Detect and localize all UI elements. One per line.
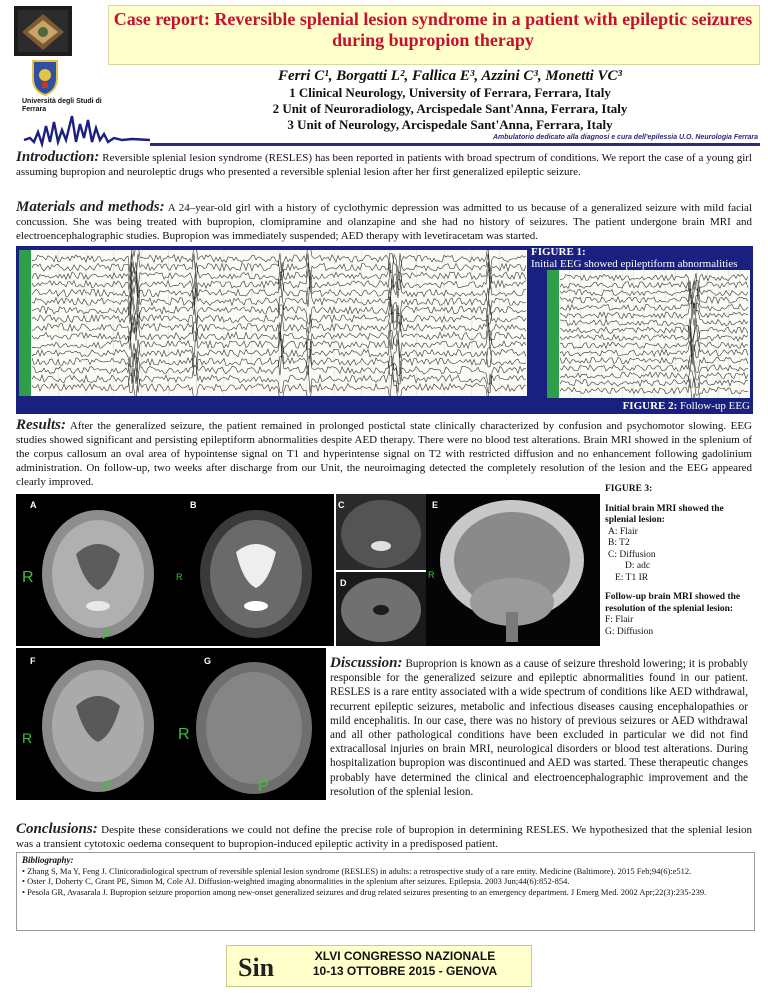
panel-letter-b: B: [190, 500, 197, 510]
figure-3-item-e: E: T1 IR: [615, 572, 649, 583]
bibliography-heading: Bibliography:: [22, 855, 74, 865]
congress-dates: 10-13 OTTOBRE 2015 - GENOVA: [312, 964, 498, 978]
figure-2-caption: [547, 400, 750, 412]
results-heading: Results:: [16, 417, 67, 433]
eeg-channel-trace: [560, 372, 748, 387]
figure-3-item-d: D: adc: [625, 561, 651, 571]
affiliation-2: 2 Unit of Neuroradiology, Arcispedale Sant'Anna, Ferrara, Italy: [272, 101, 628, 116]
mri-panel-b: [174, 494, 334, 646]
methods-section: [16, 200, 752, 243]
authors-line: Ferri C¹, Borgatti L², Fallica E³, Azzini C³, Monetti VC³: [277, 68, 623, 84]
introduction-heading: Introduction:: [16, 149, 100, 165]
university-label: Università degli Studi di Ferrara: [22, 98, 102, 113]
figure-3-initial-text: Initial brain MRI showed the splenial lesion:: [605, 503, 724, 525]
mri-panel-e: [426, 494, 600, 646]
side-marker-a: R: [22, 569, 34, 586]
figure-3-label: FIGURE 3:: [605, 484, 653, 494]
conclusions-section: [16, 822, 752, 851]
eeg-channel-trace: [560, 288, 748, 312]
posterior-marker-a: P: [102, 626, 112, 642]
figure-3-caption: [605, 484, 753, 638]
figure-3-item-b: B: T2: [608, 538, 630, 548]
bibliography-item: • Oster J, Doherty C, Grant PE, Simon M, Cole AJ. Diffusion-weighted imaging abnormalities in the splenium after seizures. Epilepsia. 2003 Jun;44(6):852-854.: [22, 876, 570, 886]
channel-label-strip: [547, 270, 559, 398]
mri-panel-f: [16, 648, 174, 800]
panel-letter-c: C: [338, 500, 345, 510]
eeg-channel-trace: [560, 356, 748, 380]
university-seal-icon: [30, 58, 60, 96]
eeg-trace-followup: [547, 270, 750, 398]
eeg-channel-trace: [560, 341, 748, 365]
mri-panel-g: [174, 648, 326, 800]
methods-text: A 24–year-old girl with a history of cyclothymic depression was admitted to us because of a generalized seizure with mild facial concussion. She was being treated with bupropion, clomipramine and olanzapine and she had no history of seizures. The patient undergone brain MRI and electroencephalographic studies. Bupropion was immediately suspended; AED therapy with levetiracetam was started.: [16, 202, 752, 242]
posterior-marker-g: P: [258, 778, 269, 795]
figure-1-text: Initial EEG showed epileptiform abnormalities: [531, 258, 738, 270]
side-marker-b: R: [176, 572, 183, 582]
figure-1-label: FIGURE 1:: [531, 246, 586, 258]
discussion-text: Buproprion is known as a cause of seizure threshold lowering; it is probably responsible for the generalized seizure and epileptic abnormalities found in our patient. RESLES is a rare entity associated with a wide spectrum of conditions like AED withdrawal, recurrent epileptic seizures, metabolic and infectious diseases causing encephalopathies or mild encephalitis. In our case, there was no history of previous seizures or AED withdrawal and all other pathological conditions have been excluded in particular we did not find extracallosal injuries on brain MRI, neurological disorders or blood test alterations. During hospitalization bupropion was discontinued and AED was started. These therapeutic changes probably have determined the clinical and electroencephalographic improvement and the resolution of the splenial lesion.: [330, 658, 748, 798]
figure-2-text: Follow-up EEG: [680, 400, 750, 412]
panel-letter-f: F: [30, 656, 36, 666]
figure-3-item-g: G: Diffusion: [605, 626, 654, 637]
header-divider: [150, 143, 760, 146]
emblem-graphic: [14, 6, 72, 56]
side-marker-f: R: [22, 730, 33, 746]
mri-panel-a: [16, 494, 174, 646]
figure-3-item-a: A: Flair: [608, 526, 638, 537]
discussion-section: [330, 656, 748, 799]
congress-info: [290, 949, 520, 979]
introduction-section: [16, 150, 752, 179]
eeg-channel-trace: [560, 333, 748, 357]
congress-emblem: [14, 6, 72, 56]
affiliation-3: 3 Unit of Neurology, Arcispedale Sant'Anna, Ferrara, Italy: [287, 117, 613, 132]
figure-3-item-c: C: Diffusion: [608, 549, 656, 560]
figure-3-item-f: F: Flair: [605, 615, 634, 625]
methods-heading: Materials and methods:: [16, 199, 165, 215]
panel-letter-d: D: [340, 578, 347, 588]
results-text: After the generalized seizure, the patient remained in prolonged postictal state clinically characterized by confusion and psychomotor slowing. EEG studies showed significant and persisting epileptiform abnormalities despite AED therapy. There were no blood test alterations. Brain MRI showed in the splenium of the corpus callosum an oval area of hypointense signal on T1 and hyperintense signal on T2 with restricted diffusion and no enhancement following gadolinium administration. On follow-up, two weeks after discharge from our Unit, the neuroimaging detected the completely resolution of the lesion and the EEG appeared clearly improved.: [16, 420, 752, 488]
figure-3-followup-text: Follow-up brain MRI showed the resolution of the splenial lesion:: [605, 592, 741, 614]
mri-panel-c: [336, 494, 426, 570]
eeg-wave-logo: [22, 112, 152, 148]
clinic-note: Ambulatorio dedicato alla diagnosi e cura dell'epilessia U.O. Neurologia Ferrara: [492, 134, 758, 141]
side-marker-e: R: [428, 570, 435, 580]
panel-letter-a: A: [30, 500, 37, 510]
introduction-text: Reversible splenial lesion syndrome (RESLES) has been reported in patients with broad spectrum of conditions. We report the case of a young girl assuming bupropion and neuroleptic drugs who presented a reversible splenial lesion after her first generalized epileptic seizure.: [16, 152, 752, 178]
results-section: [16, 418, 752, 489]
conclusions-heading: Conclusions:: [16, 821, 98, 837]
channel-label-strip: [19, 250, 31, 396]
posterior-marker-f: P: [102, 778, 112, 794]
poster-title: Case report: Reversible splenial lesion syndrome in a patient with epileptic seizures during bupropion therapy: [113, 9, 753, 50]
eeg-channel-trace: [560, 281, 748, 305]
bibliography-item: • Zhang S, Ma Y, Feng J. Clinicoradiological spectrum of reversible splenial lesion syndrome (RESLES) in adults: a retrospective study of a rare entity. Medicine (Baltimore). 2015 Feb;94(6):e512.: [22, 865, 692, 876]
eeg-followup-graphic: [547, 270, 750, 398]
panel-letter-g: G: [204, 656, 212, 666]
bibliography-item: • Pesola GR, Avasarala J. Bupropion seizure proportion among new-onset generalized seizures and drug related seizures presenting to an emergency department. J Emerg Med. 2002 Apr;22(3):235-239.: [22, 886, 707, 897]
discussion-heading: Discussion:: [330, 655, 403, 671]
mri-panel-d: [336, 572, 426, 646]
affiliation-1: 1 Clinical Neurology, University of Ferrara, Ferrara, Italy: [289, 85, 611, 100]
figure-1-caption: [531, 246, 749, 270]
bibliography-box: [16, 852, 755, 931]
eeg-initial-graphic: [19, 250, 527, 396]
panel-letter-e: E: [432, 500, 439, 510]
eeg-trace-initial: [19, 250, 527, 396]
congress-title: XLVI CONGRESSO NAZIONALE: [314, 949, 496, 963]
sin-logo: Sin: [238, 953, 275, 982]
figure-2-label: FIGURE 2:: [622, 400, 678, 412]
conclusions-text: Despite these considerations we could not define the precise role of bupropion in determining RESLES. We hypothesized that the splenial lesion was a transient cytotoxic oedema consequent to bupropion-induced epileptic activity in a predisposed patient.: [16, 824, 752, 850]
side-marker-g: R: [178, 726, 190, 743]
